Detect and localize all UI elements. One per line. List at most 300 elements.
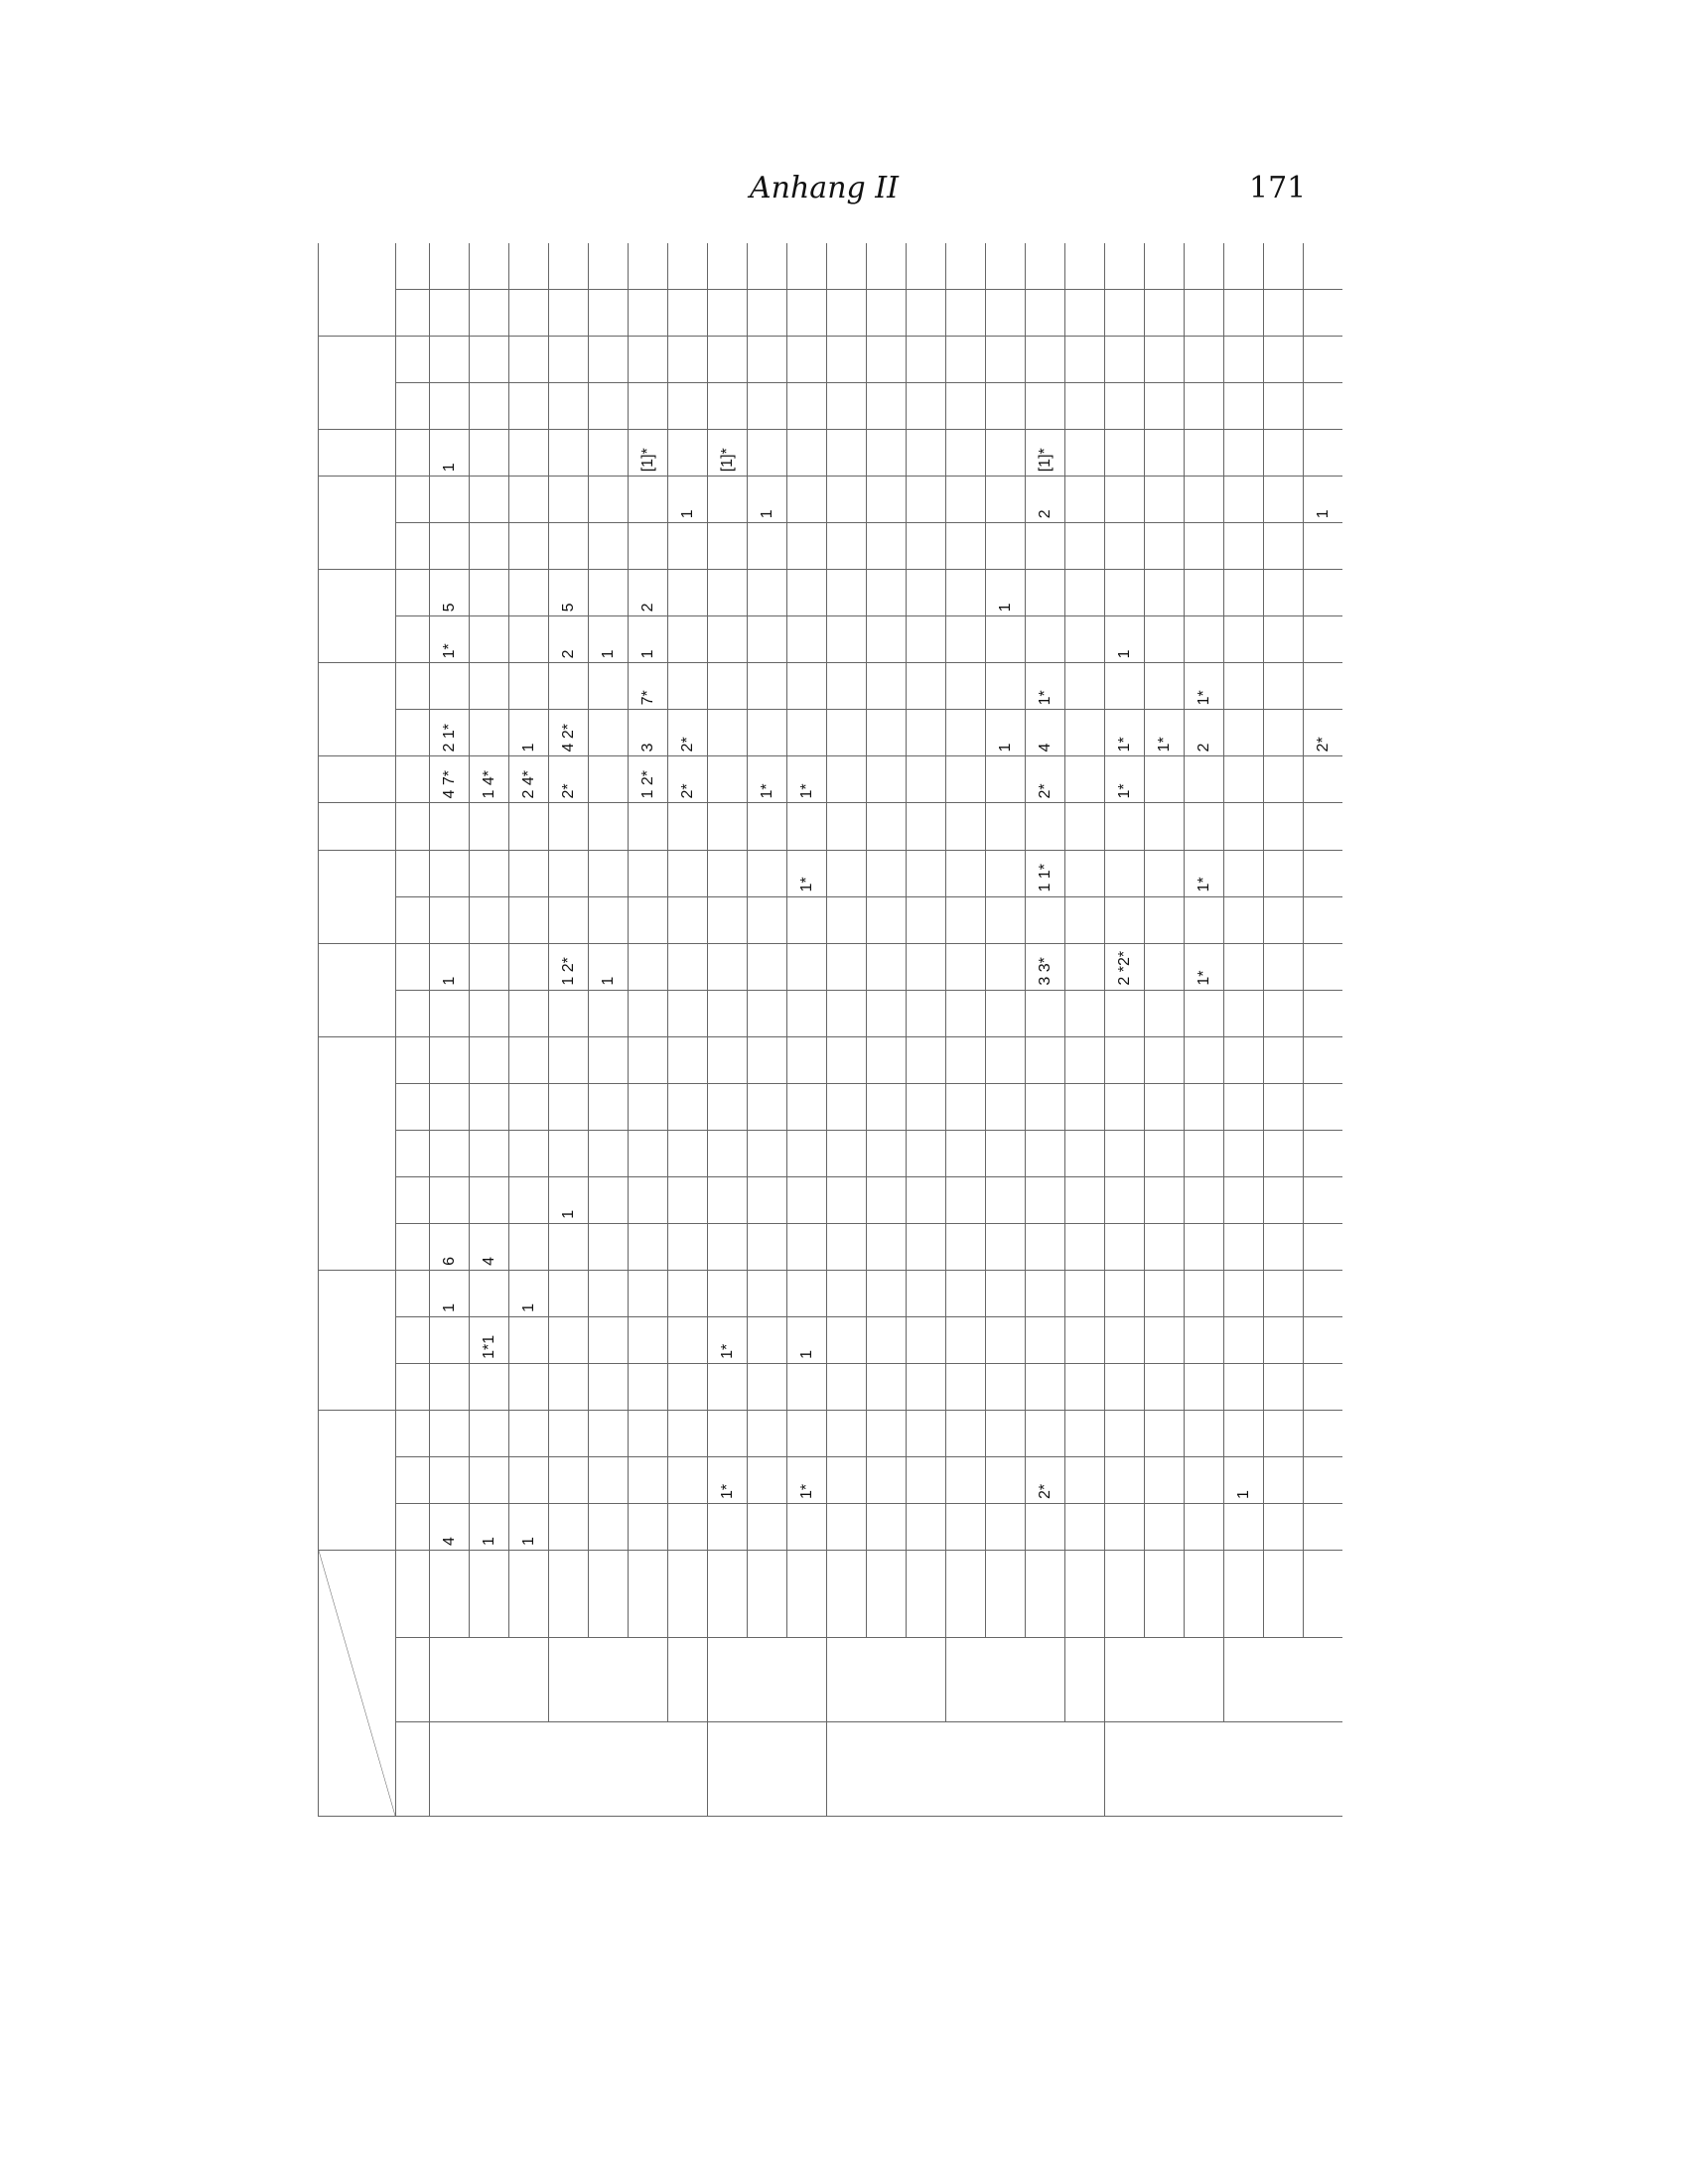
data-cell-i1: [787, 616, 827, 663]
data-cell-c4: [430, 1083, 470, 1130]
data-cell-m1: [1304, 290, 1343, 337]
data-cell-f: [708, 803, 748, 850]
column-code-header: [396, 1270, 430, 1316]
data-cell-d2: [1224, 943, 1264, 990]
data-cell-k: [589, 430, 629, 477]
data-cell-f: [668, 803, 708, 850]
data-cell-m2: [708, 243, 748, 290]
data-cell-j2: [787, 477, 827, 523]
data-cell-h1: 2*: [1304, 710, 1343, 756]
ts-cell: [470, 1551, 509, 1638]
data-cell-c3: [986, 1130, 1026, 1176]
data-cell-h2: [668, 663, 708, 710]
data-cell-i2: [708, 570, 748, 616]
data-cell-d1: [986, 990, 1026, 1036]
column-group-header: [319, 1036, 396, 1270]
data-cell-m2: [907, 243, 946, 290]
data-cell-m1: [1264, 290, 1304, 337]
data-cell-j1: [1185, 523, 1224, 570]
data-cell-a3: [668, 1410, 708, 1456]
data-cell-g: [1224, 756, 1264, 803]
data-cell-h1: [946, 710, 986, 756]
data-cell-c4: [629, 1083, 668, 1130]
row-header-label: [396, 1722, 430, 1817]
data-cell-l2: [549, 337, 589, 383]
data-cell-m2: [430, 243, 470, 290]
data-cell-d1: [1304, 990, 1343, 1036]
data-cell-k: [1264, 430, 1304, 477]
data-cell-g: [827, 756, 867, 803]
data-cell-b1: [589, 1363, 629, 1410]
data-cell-b3: [1264, 1270, 1304, 1316]
ts-cell: [668, 1551, 708, 1638]
data-cell-c5: [589, 1036, 629, 1083]
data-cell-d2: [629, 943, 668, 990]
data-cell-h2: 1*: [1185, 663, 1224, 710]
data-cell-c2: [867, 1176, 907, 1223]
table-row: [867, 243, 907, 1817]
data-cell-e2: [1304, 850, 1343, 896]
data-cell-m2: [1304, 243, 1343, 290]
data-cell-b2: [748, 1316, 787, 1363]
data-cell-m2: [629, 243, 668, 290]
table-row: [986, 243, 1026, 1817]
data-cell-a1: [1105, 1503, 1145, 1550]
data-cell-h1: [787, 710, 827, 756]
data-cell-j2: [629, 477, 668, 523]
data-cell-c1: [708, 1223, 748, 1270]
data-cell-j2: [470, 477, 509, 523]
data-cell-k: [986, 430, 1026, 477]
data-cell-c2: [1304, 1176, 1343, 1223]
data-cell-b3: [986, 1270, 1026, 1316]
data-cell-k: 1: [430, 430, 470, 477]
column-code-header: [396, 710, 430, 756]
data-cell-h1: 3: [629, 710, 668, 756]
ts-cell: [708, 1551, 748, 1638]
data-cell-l2: [787, 337, 827, 383]
data-cell-f: [1264, 803, 1304, 850]
data-cell-j1: [430, 523, 470, 570]
data-cell-g: 2*: [668, 756, 708, 803]
data-cell-a1: [1026, 1503, 1065, 1550]
data-cell-c3: [589, 1130, 629, 1176]
data-cell-l2: [748, 337, 787, 383]
data-cell-g: [946, 756, 986, 803]
ts-cell: [1224, 1551, 1264, 1638]
data-cell-l2: [430, 337, 470, 383]
data-cell-f: [1105, 803, 1145, 850]
data-cell-a3: [1264, 1410, 1304, 1456]
data-cell-l1: [1185, 383, 1224, 430]
data-cell-c2: [1224, 1176, 1264, 1223]
column-code-header: [396, 1036, 430, 1083]
data-cell-d2: [1264, 943, 1304, 990]
data-cell-e2: [470, 850, 509, 896]
data-cell-c2: [470, 1176, 509, 1223]
data-cell-b3: [1304, 1270, 1343, 1316]
data-cell-m1: [470, 290, 509, 337]
data-cell-b1: [787, 1363, 827, 1410]
data-cell-i1: [907, 616, 946, 663]
data-cell-e2: 1*: [787, 850, 827, 896]
data-cell-a2: [589, 1456, 629, 1503]
data-cell-l2: [668, 337, 708, 383]
data-cell-e2: [1264, 850, 1304, 896]
data-cell-d2: [867, 943, 907, 990]
data-cell-b2: [1304, 1316, 1343, 1363]
data-cell-c2: [1065, 1176, 1105, 1223]
data-cell-e2: [708, 850, 748, 896]
data-cell-d2: [1065, 943, 1105, 990]
data-cell-i2: [1145, 570, 1185, 616]
data-cell-b3: [787, 1270, 827, 1316]
data-cell-h1: [1065, 710, 1105, 756]
data-cell-f: [1026, 803, 1065, 850]
data-cell-m1: [867, 290, 907, 337]
data-cell-i1: [1065, 616, 1105, 663]
data-cell-i2: [787, 570, 827, 616]
data-cell-a2: [1264, 1456, 1304, 1503]
ts-cell: [1185, 1551, 1224, 1638]
data-cell-a1: [748, 1503, 787, 1550]
data-cell-k: [549, 430, 589, 477]
data-cell-e2: [827, 850, 867, 896]
data-cell-c2: [430, 1176, 470, 1223]
data-cell-j1: [867, 523, 907, 570]
data-cell-a2: [1105, 1456, 1145, 1503]
classification-table: [318, 243, 1342, 1817]
data-cell-e2: [1145, 850, 1185, 896]
data-cell-c4: [946, 1083, 986, 1130]
data-cell-g: 1*: [787, 756, 827, 803]
data-cell-d1: [946, 990, 986, 1036]
data-cell-e1: [1026, 896, 1065, 943]
column-code-header: [396, 1363, 430, 1410]
data-cell-l1: [1224, 383, 1264, 430]
data-cell-j2: [430, 477, 470, 523]
data-cell-j1: [986, 523, 1026, 570]
tgr-cell: [1224, 1638, 1343, 1722]
data-cell-b1: [1105, 1363, 1145, 1410]
data-cell-c1: [1105, 1223, 1145, 1270]
data-cell-b3: [867, 1270, 907, 1316]
data-cell-a1: 1: [509, 1503, 549, 1550]
table-row: [748, 243, 787, 1817]
data-cell-a1: [589, 1503, 629, 1550]
data-cell-i1: [1304, 616, 1343, 663]
data-cell-l1: [986, 383, 1026, 430]
column-code-header: [396, 1083, 430, 1130]
data-cell-c1: [1026, 1223, 1065, 1270]
data-cell-i2: [1065, 570, 1105, 616]
data-cell-e2: [867, 850, 907, 896]
data-cell-c5: [549, 1036, 589, 1083]
data-cell-l2: [589, 337, 629, 383]
data-cell-j2: [946, 477, 986, 523]
data-cell-j2: [907, 477, 946, 523]
data-cell-a1: [708, 1503, 748, 1550]
data-cell-e1: [549, 896, 589, 943]
data-cell-h1: [748, 710, 787, 756]
data-cell-f: [986, 803, 1026, 850]
data-cell-a3: [946, 1410, 986, 1456]
data-cell-a1: 4: [430, 1503, 470, 1550]
data-cell-b2: 1*1: [470, 1316, 509, 1363]
data-cell-a1: [1304, 1503, 1343, 1550]
column-group-header: [319, 337, 396, 430]
data-cell-j2: [1264, 477, 1304, 523]
data-cell-j1: [1224, 523, 1264, 570]
data-cell-c2: [748, 1176, 787, 1223]
column-code-header: [396, 1130, 430, 1176]
data-cell-d1: [470, 990, 509, 1036]
data-cell-d2: 1: [430, 943, 470, 990]
data-cell-d1: [907, 990, 946, 1036]
column-code-header: [396, 523, 430, 570]
data-cell-j2: [986, 477, 1026, 523]
data-cell-i1: [1185, 616, 1224, 663]
data-cell-c3: [1264, 1130, 1304, 1176]
data-cell-e1: [708, 896, 748, 943]
data-cell-l1: [509, 383, 549, 430]
data-cell-h2: [867, 663, 907, 710]
data-cell-b1: [629, 1363, 668, 1410]
data-cell-i1: [827, 616, 867, 663]
data-cell-b2: [986, 1316, 1026, 1363]
data-cell-d2: 3 3*: [1026, 943, 1065, 990]
data-cell-a2: [867, 1456, 907, 1503]
data-cell-b3: [907, 1270, 946, 1316]
data-cell-b2: 1: [787, 1316, 827, 1363]
data-cell-a2: [907, 1456, 946, 1503]
data-cell-g: [708, 756, 748, 803]
data-cell-j1: [668, 523, 708, 570]
data-cell-h2: [787, 663, 827, 710]
data-cell-b1: [1065, 1363, 1105, 1410]
data-cell-a3: [708, 1410, 748, 1456]
data-cell-i1: 1: [1105, 616, 1145, 663]
data-cell-d2: 1*: [1185, 943, 1224, 990]
data-cell-c5: [867, 1036, 907, 1083]
data-cell-i1: 1: [629, 616, 668, 663]
data-cell-m2: [946, 243, 986, 290]
data-cell-b2: [946, 1316, 986, 1363]
data-cell-h1: 4: [1026, 710, 1065, 756]
data-cell-h1: [867, 710, 907, 756]
data-cell-a2: [1065, 1456, 1105, 1503]
ts-cell: [1264, 1551, 1304, 1638]
data-cell-j1: [1026, 523, 1065, 570]
ts-cell: [589, 1551, 629, 1638]
ts-cell: [629, 1551, 668, 1638]
data-cell-l2: [867, 337, 907, 383]
column-code-header: [396, 383, 430, 430]
data-cell-h2: [748, 663, 787, 710]
data-cell-c1: 6: [430, 1223, 470, 1270]
data-cell-c5: [1185, 1036, 1224, 1083]
data-cell-e1: [946, 896, 986, 943]
table-row: [1145, 243, 1185, 1817]
data-cell-c4: [1026, 1083, 1065, 1130]
data-cell-c5: [1145, 1036, 1185, 1083]
running-header-title: Anhang II: [750, 171, 899, 205]
data-cell-a2: 1: [1224, 1456, 1264, 1503]
data-cell-i1: 1*: [430, 616, 470, 663]
data-cell-b3: [1224, 1270, 1264, 1316]
data-cell-k: [668, 430, 708, 477]
data-cell-a3: [509, 1410, 549, 1456]
data-cell-b3: [827, 1270, 867, 1316]
data-cell-a2: [946, 1456, 986, 1503]
data-cell-i2: 1: [986, 570, 1026, 616]
data-cell-j1: [509, 523, 549, 570]
data-cell-a3: [1105, 1410, 1145, 1456]
data-cell-a2: [986, 1456, 1026, 1503]
data-cell-f: [827, 803, 867, 850]
data-cell-k: [867, 430, 907, 477]
data-cell-m2: [867, 243, 907, 290]
data-cell-c5: [1304, 1036, 1343, 1083]
data-cell-l1: [629, 383, 668, 430]
data-cell-m1: [946, 290, 986, 337]
ts-cell: [986, 1551, 1026, 1638]
data-cell-b3: [946, 1270, 986, 1316]
data-cell-h1: [827, 710, 867, 756]
data-cell-l2: [1145, 337, 1185, 383]
data-cell-h1: 2 1*: [430, 710, 470, 756]
data-cell-b1: [708, 1363, 748, 1410]
data-cell-c1: [1264, 1223, 1304, 1270]
data-cell-a3: [1304, 1410, 1343, 1456]
data-cell-m2: [1065, 243, 1105, 290]
data-cell-d2: [907, 943, 946, 990]
data-cell-j1: [470, 523, 509, 570]
data-cell-c5: [827, 1036, 867, 1083]
data-cell-h2: [509, 663, 549, 710]
data-cell-l1: [907, 383, 946, 430]
data-cell-j1: [787, 523, 827, 570]
data-cell-c2: [787, 1176, 827, 1223]
data-cell-h1: [907, 710, 946, 756]
data-cell-b2: [629, 1316, 668, 1363]
data-cell-m2: [470, 243, 509, 290]
data-cell-c5: [470, 1036, 509, 1083]
edr-cell: [430, 1722, 708, 1817]
data-cell-j1: [708, 523, 748, 570]
data-cell-c4: [907, 1083, 946, 1130]
data-cell-l1: [1145, 383, 1185, 430]
data-cell-e1: [430, 896, 470, 943]
data-cell-i2: [946, 570, 986, 616]
data-cell-g: 2*: [549, 756, 589, 803]
data-cell-a1: [668, 1503, 708, 1550]
data-cell-c2: [1264, 1176, 1304, 1223]
data-cell-m1: [430, 290, 470, 337]
data-cell-i1: [708, 616, 748, 663]
data-cell-c5: [629, 1036, 668, 1083]
data-cell-l2: [629, 337, 668, 383]
data-cell-c5: [708, 1036, 748, 1083]
data-cell-a1: 1: [470, 1503, 509, 1550]
data-cell-b1: [867, 1363, 907, 1410]
data-cell-a2: [1185, 1456, 1224, 1503]
data-cell-j1: [827, 523, 867, 570]
data-cell-f: [1145, 803, 1185, 850]
table-row: [589, 243, 629, 1817]
data-cell-m2: [787, 243, 827, 290]
data-cell-h1: 1: [986, 710, 1026, 756]
data-cell-k: [1185, 430, 1224, 477]
data-cell-e2: [1065, 850, 1105, 896]
data-cell-c1: [589, 1223, 629, 1270]
data-cell-e2: [430, 850, 470, 896]
data-cell-m2: [668, 243, 708, 290]
data-cell-d2: [668, 943, 708, 990]
table-row: [668, 243, 708, 1817]
data-cell-a3: [470, 1410, 509, 1456]
column-code-header: [396, 616, 430, 663]
data-cell-j1: [1145, 523, 1185, 570]
data-cell-c3: [1304, 1130, 1343, 1176]
data-cell-m1: [509, 290, 549, 337]
data-cell-d2: [787, 943, 827, 990]
data-cell-c2: [946, 1176, 986, 1223]
data-cell-f: [748, 803, 787, 850]
data-cell-b3: [1145, 1270, 1185, 1316]
data-cell-m2: [1264, 243, 1304, 290]
data-cell-b3: [470, 1270, 509, 1316]
data-cell-a2: [1145, 1456, 1185, 1503]
data-cell-e2: [629, 850, 668, 896]
data-cell-c5: [509, 1036, 549, 1083]
data-cell-j1: [589, 523, 629, 570]
data-cell-d2: [827, 943, 867, 990]
data-cell-m2: [827, 243, 867, 290]
edr-cell: [827, 1722, 1105, 1817]
data-cell-b2: [509, 1316, 549, 1363]
ts-cell: [1304, 1551, 1343, 1638]
column-code-header: [396, 570, 430, 616]
data-cell-l2: [1264, 337, 1304, 383]
data-cell-c1: [748, 1223, 787, 1270]
data-cell-l2: [1224, 337, 1264, 383]
data-cell-b3: [1185, 1270, 1224, 1316]
data-cell-c2: [827, 1176, 867, 1223]
table-row: [946, 243, 986, 1817]
data-cell-c1: [1185, 1223, 1224, 1270]
data-cell-c3: [1026, 1130, 1065, 1176]
data-cell-d1: [1185, 990, 1224, 1036]
data-cell-c2: [629, 1176, 668, 1223]
table-row: [787, 243, 827, 1817]
data-cell-k: [787, 430, 827, 477]
data-cell-c3: [1224, 1130, 1264, 1176]
data-cell-e2: [907, 850, 946, 896]
data-cell-e2: [1224, 850, 1264, 896]
data-cell-l1: [549, 383, 589, 430]
data-cell-l1: [470, 383, 509, 430]
data-cell-b3: [748, 1270, 787, 1316]
data-cell-g: [986, 756, 1026, 803]
row-header-label: [396, 1638, 430, 1722]
column-group-header: [319, 756, 396, 803]
data-cell-m1: [629, 290, 668, 337]
data-cell-l1: [589, 383, 629, 430]
data-cell-g: [907, 756, 946, 803]
table-row: [827, 243, 867, 1817]
tgr-cell: [708, 1638, 827, 1722]
